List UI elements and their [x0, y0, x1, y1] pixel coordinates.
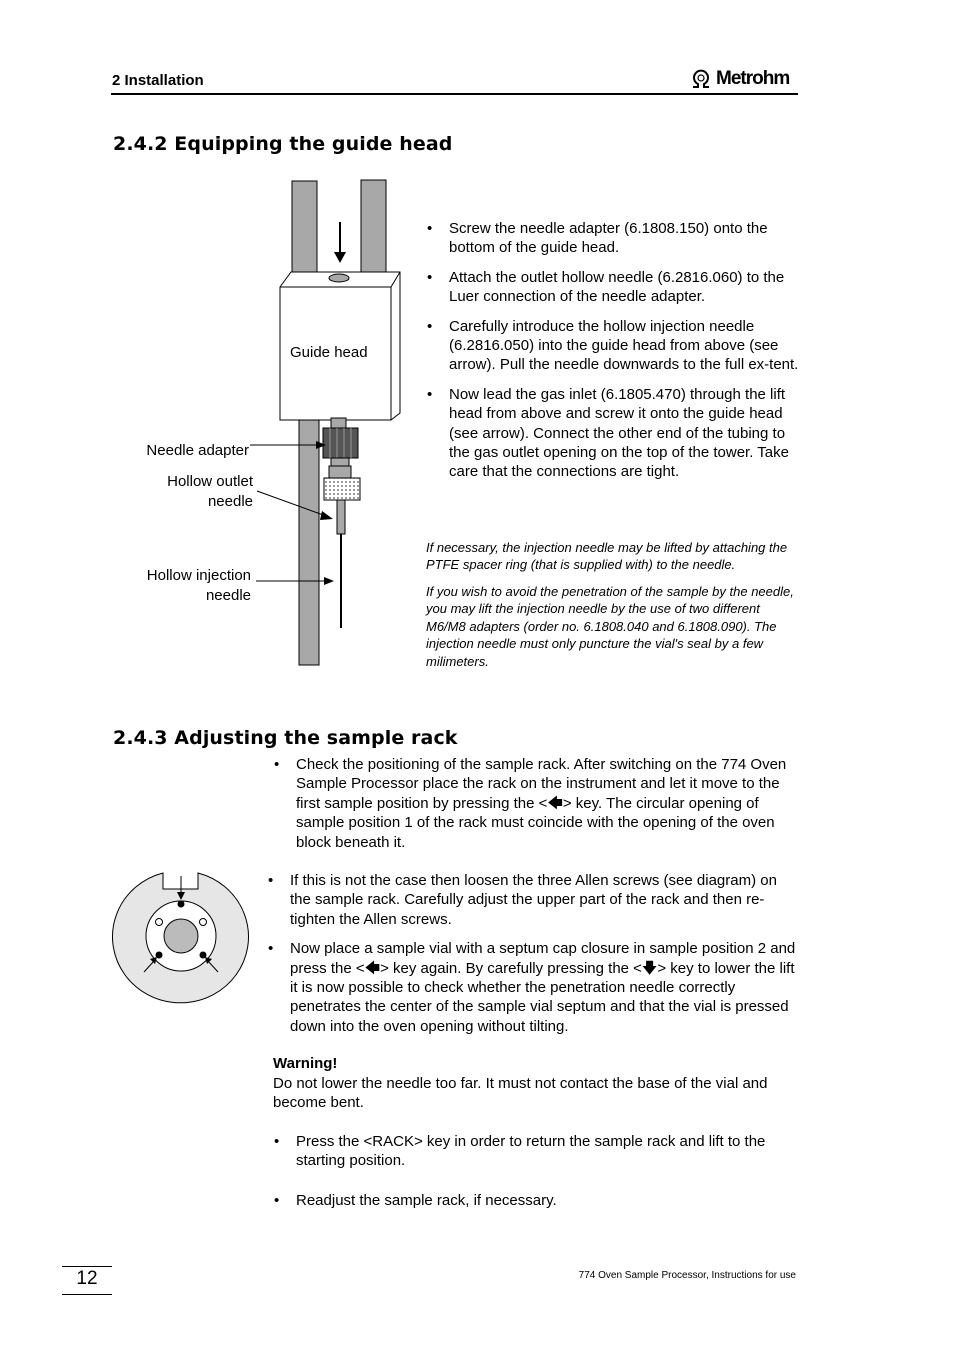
- rack-step-check: [274, 755, 800, 862]
- list-item: • Attach the outlet hollow needle (6.2816.060) to the Luer connection of the needle adapter.: [427, 268, 799, 307]
- label-needle-adapter: Needle adapter: [146, 442, 249, 459]
- brand-logo: [690, 66, 800, 92]
- rack-step-return: [274, 1132, 800, 1181]
- warning-text: Do not lower the needle too far. It must not contact the base of the vial and become bent.: [273, 1075, 768, 1112]
- brand-name: Metrohm: [716, 68, 790, 89]
- header-section-title: 2 Installation: [112, 72, 204, 89]
- label-guide-head: Guide head: [290, 344, 368, 361]
- list-item: • Now place a sample vial with a septum cap closure in sample position 2 and press the <🡄> key again. By carefully pressing the <🡇> key to lower the lift it is now possible to check whether the penetration needle correctly penetrates the center of the sample vial septum and that the vial is pressed down into the oven opening without tilting.: [268, 939, 800, 1036]
- luer-connection: [324, 478, 360, 500]
- footer-doc-title: 774 Oven Sample Processor, Instructions for use: [578, 1270, 796, 1281]
- guide-head-hole: [329, 274, 349, 282]
- list-item: • Now lead the gas inlet (6.1805.470) through the lift head from above and screw it onto the guide head (see arrow). Connect the other end of the tubing to the gas outlet opening on the top of the tower. Take care that the connections are tight.: [427, 385, 799, 482]
- guide-head-steps: [427, 219, 799, 492]
- list-item: • Carefully introduce the hollow injection needle (6.2816.050) into the guide head from above (see arrow). Pull the needle downwards to the full ex-tent.: [427, 317, 799, 375]
- page-number-rule-bottom: [62, 1294, 112, 1295]
- needle-adapter: [323, 428, 358, 458]
- page-number-rule-top: [62, 1266, 112, 1267]
- note-adapters: If you wish to avoid the penetration of the sample by the needle, you may lift the injection needle by the use of two different M6/M8 adapters (order no. 6.1808.040 and 6.1808.090). The injection needle must only puncture the vial's seal by a few milimeters.: [426, 584, 794, 669]
- sample-opening: [164, 919, 198, 953]
- arrow-right-icon: [324, 577, 334, 585]
- list-item: • Check the positioning of the sample rack. After switching on the 774 Oven Sample Processor place the rack on the instrument and let it move to the first sample position by pressing the <🡄> key. The circular opening of sample position 1 of the rack must coincide with the opening of the oven block beneath it.: [274, 755, 800, 852]
- list-item: • Screw the needle adapter (6.1808.150) onto the bottom of the guide head.: [427, 219, 799, 258]
- section-title-adjusting-sample-rack: 2.4.3 Adjusting the sample rack: [113, 727, 458, 749]
- rack-step-readjust: [274, 1191, 800, 1220]
- outlet-needle: [337, 500, 345, 534]
- warning-title: Warning!: [273, 1055, 338, 1072]
- list-item: • Press the <RACK> key in order to return the sample rack and lift to the starting position.: [274, 1132, 800, 1171]
- header-rule: [111, 93, 798, 95]
- omega-logo-icon: [690, 69, 712, 89]
- list-item: • Readjust the sample rack, if necessary.: [274, 1191, 800, 1210]
- list-item: • If this is not the case then loosen the three Allen screws (see diagram) on the sample rack. Carefully adjust the upper part of the rack and then re-tighten the Allen screws.: [268, 871, 800, 929]
- note-spacer-ring: If necessary, the injection needle may be lifted by attaching the PTFE spacer ring (that is supplied with) to the needle.: [426, 540, 788, 573]
- rack-steps-adjust: [268, 871, 800, 1046]
- lower-rod: [299, 420, 319, 665]
- page-number: 12: [76, 1268, 98, 1289]
- section-title-equipping-guide-head: 2.4.2 Equipping the guide head: [113, 133, 453, 155]
- sample-rack-diagram: [110, 868, 252, 1008]
- label-hollow-injection-needle: Hollow injection needle: [146, 567, 251, 604]
- arrow-down-icon: [334, 252, 346, 263]
- guide-head-diagram: [250, 176, 410, 671]
- arrow-right-icon: [320, 511, 333, 520]
- label-hollow-outlet-needle: Hollow outlet needle: [167, 473, 253, 510]
